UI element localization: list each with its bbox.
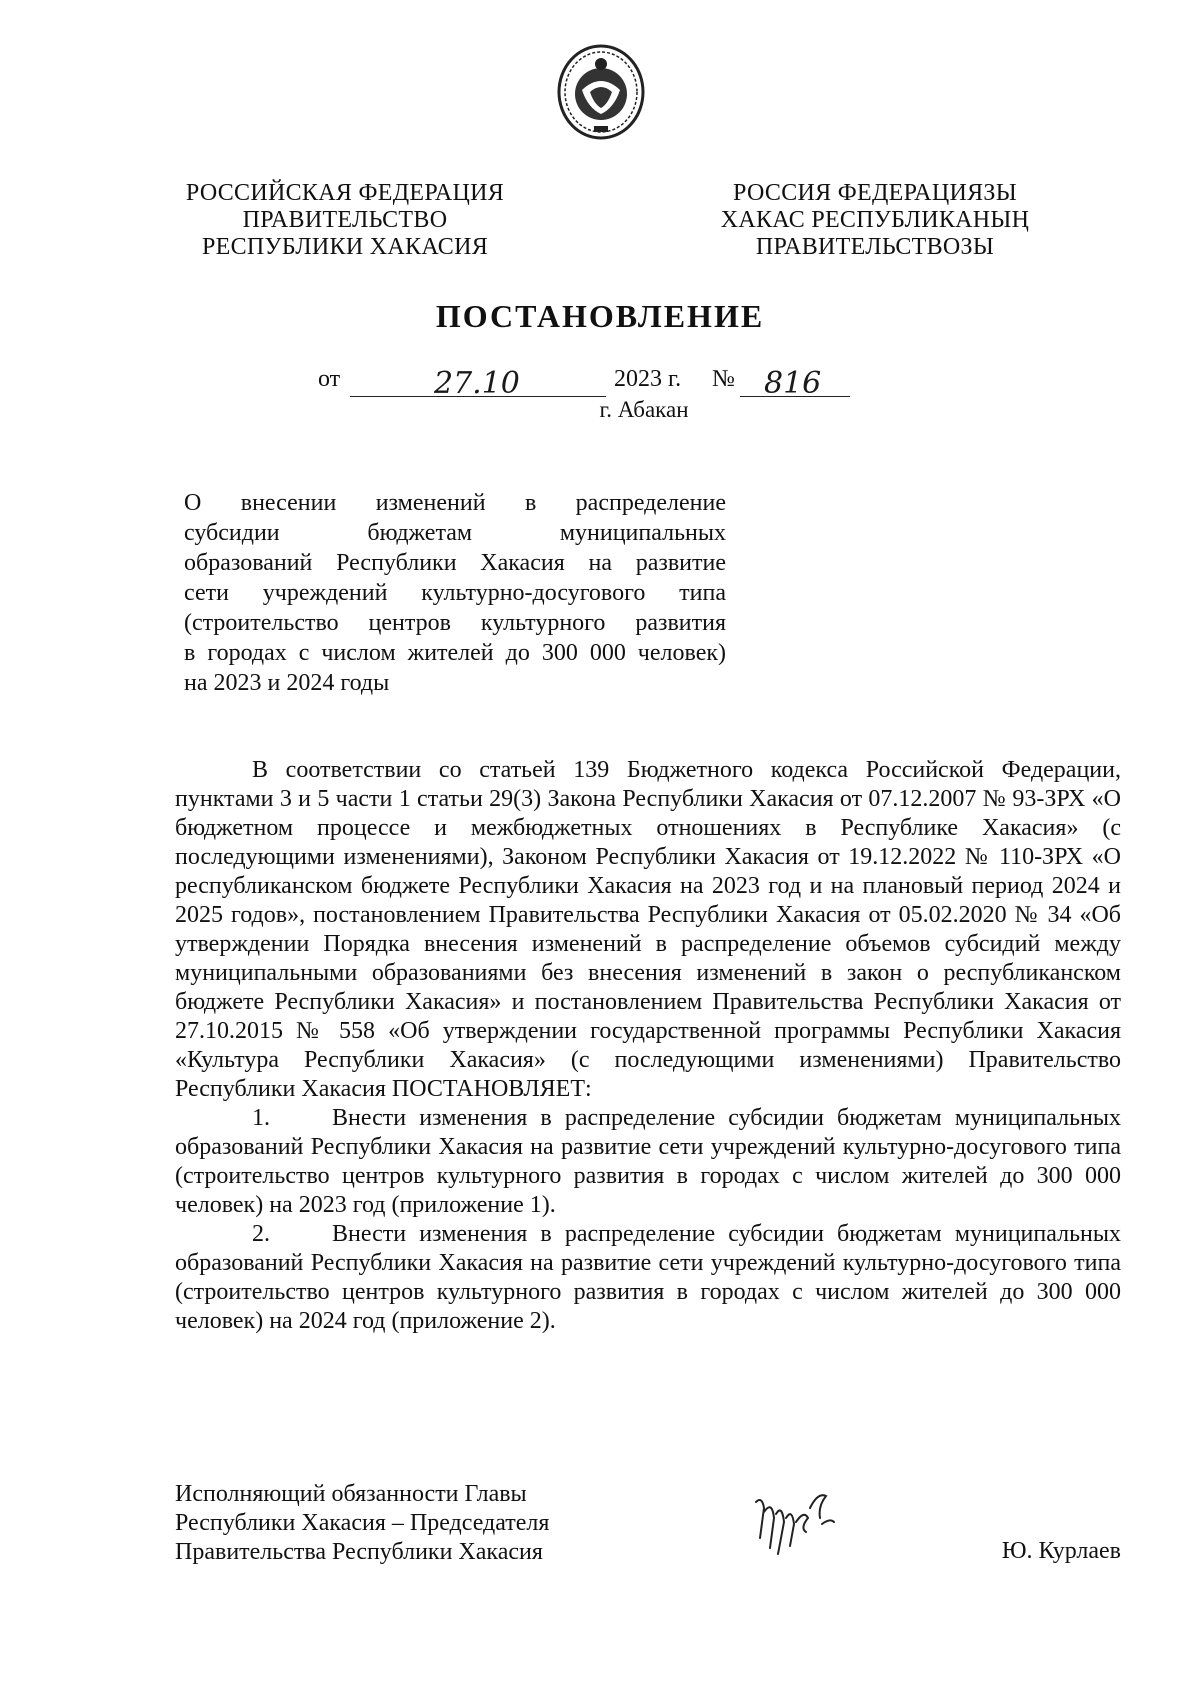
item-text: Внести изменения в распределение субсидии бюджетам муниципальных образований Республики Хакасия на развитие сети учреждений культурно-досугового типа (строительство центров культурного развития в городах с числом жителей до 300 000 человек) на 2023 год (приложение 1). [175, 1105, 1121, 1218]
item-text: Внести изменения в распределение субсидии бюджетам муниципальных образований Республики Хакасия на развитие сети учреждений культурно-досугового типа (строительство центров культурного развития в городах с числом жителей до 300 000 человек) на 2024 год (приложение 2). [175, 1221, 1121, 1334]
coat-of-arms-emblem-icon [554, 42, 648, 142]
header-left-line: РОССИЙСКАЯ ФЕДЕРАЦИЯ [185, 180, 505, 206]
list-item [175, 1104, 1121, 1220]
handwritten-signature-icon [748, 1488, 858, 1558]
number-label: № [712, 366, 735, 392]
signatory-line: Республики Хакасия – Председателя [175, 1510, 550, 1536]
subject-line: О внесении изменений в распределение [184, 490, 726, 516]
subject-line: (строительство центров культурного развития [184, 610, 726, 636]
document-title: ПОСТАНОВЛЕНИЕ [435, 298, 765, 334]
item-number: 1. [252, 1105, 270, 1131]
header-left-block [160, 180, 530, 261]
header-left-line: РЕСПУБЛИКИ ХАКАСИЯ [201, 234, 489, 260]
date-handwritten: 27.10 [434, 366, 520, 401]
body-text [175, 756, 1121, 1336]
city-text: г. Абакан [599, 397, 689, 422]
signatory-position [175, 1480, 549, 1567]
signatory-line: Правительства Республики Хакасия [175, 1539, 543, 1565]
date-prefix: от [318, 366, 341, 392]
number-handwritten: 816 [764, 366, 822, 401]
item-number: 2. [252, 1221, 270, 1247]
subject-block [184, 488, 726, 698]
header-right-line: ПРАВИТЕЛЬСТВОЗЫ [755, 234, 995, 260]
subject-line: образований Республики Хакасия на развитие [184, 550, 726, 576]
header-right-line: РОССИЯ ФЕДЕРАЦИЯЗЫ [733, 180, 1017, 206]
date-number-line [318, 366, 918, 401]
subject-line: на 2023 и 2024 годы [184, 670, 390, 696]
signatory-name: Ю. Курлаев [1001, 1538, 1121, 1564]
list-item [175, 1220, 1121, 1336]
signatory-line: Исполняющий обязанности Главы [175, 1481, 527, 1507]
subject-line: сети учреждений культурно-досугового типа [184, 580, 726, 606]
year-text: 2023 г. [614, 366, 682, 392]
header-right-line: ХАКАС РЕСПУБЛИКАНЫҢ [720, 207, 1030, 233]
header-left-line: ПРАВИТЕЛЬСТВО [242, 207, 448, 233]
subject-line: субсидии бюджетам муниципальных [184, 520, 726, 546]
subject-line: в городах с числом жителей до 300 000 человек) [184, 640, 726, 666]
header-right-block [690, 180, 1060, 261]
preamble-paragraph: В соответствии со статьей 139 Бюджетного кодекса Российской Федерации, пунктами 3 и 5 части 1 статьи 29(3) Закона Республики Хакасия от 07.12.2007 № 93-ЗРХ «О бюджетном процессе и межбюджетных отношениях в Республике Хакасия» (с последующими изменениями), Законом Республики Хакасия от 19.12.2022 № 110-ЗРХ «О республиканском бюджете Республики Хакасия на 2023 год и на плановый период 2024 и 2025 годов», постановлением Правительства Республики Хакасия от 05.02.2020 № 34 «Об утверждении Порядка внесения изменений в распределение объемов субсидий между муниципальными образованиями без внесения изменений в закон о республиканском бюджете Республики Хакасия» и постановлением Правительства Республики Хакасия от 27.10.2015 № 558 «Об утверждении государственной программы Республики Хакасия «Культура Республики Хакасия» (с последующими изменениями) Правительство Республики Хакасия ПОСТАНОВЛЯЕТ: [175, 757, 1121, 1102]
